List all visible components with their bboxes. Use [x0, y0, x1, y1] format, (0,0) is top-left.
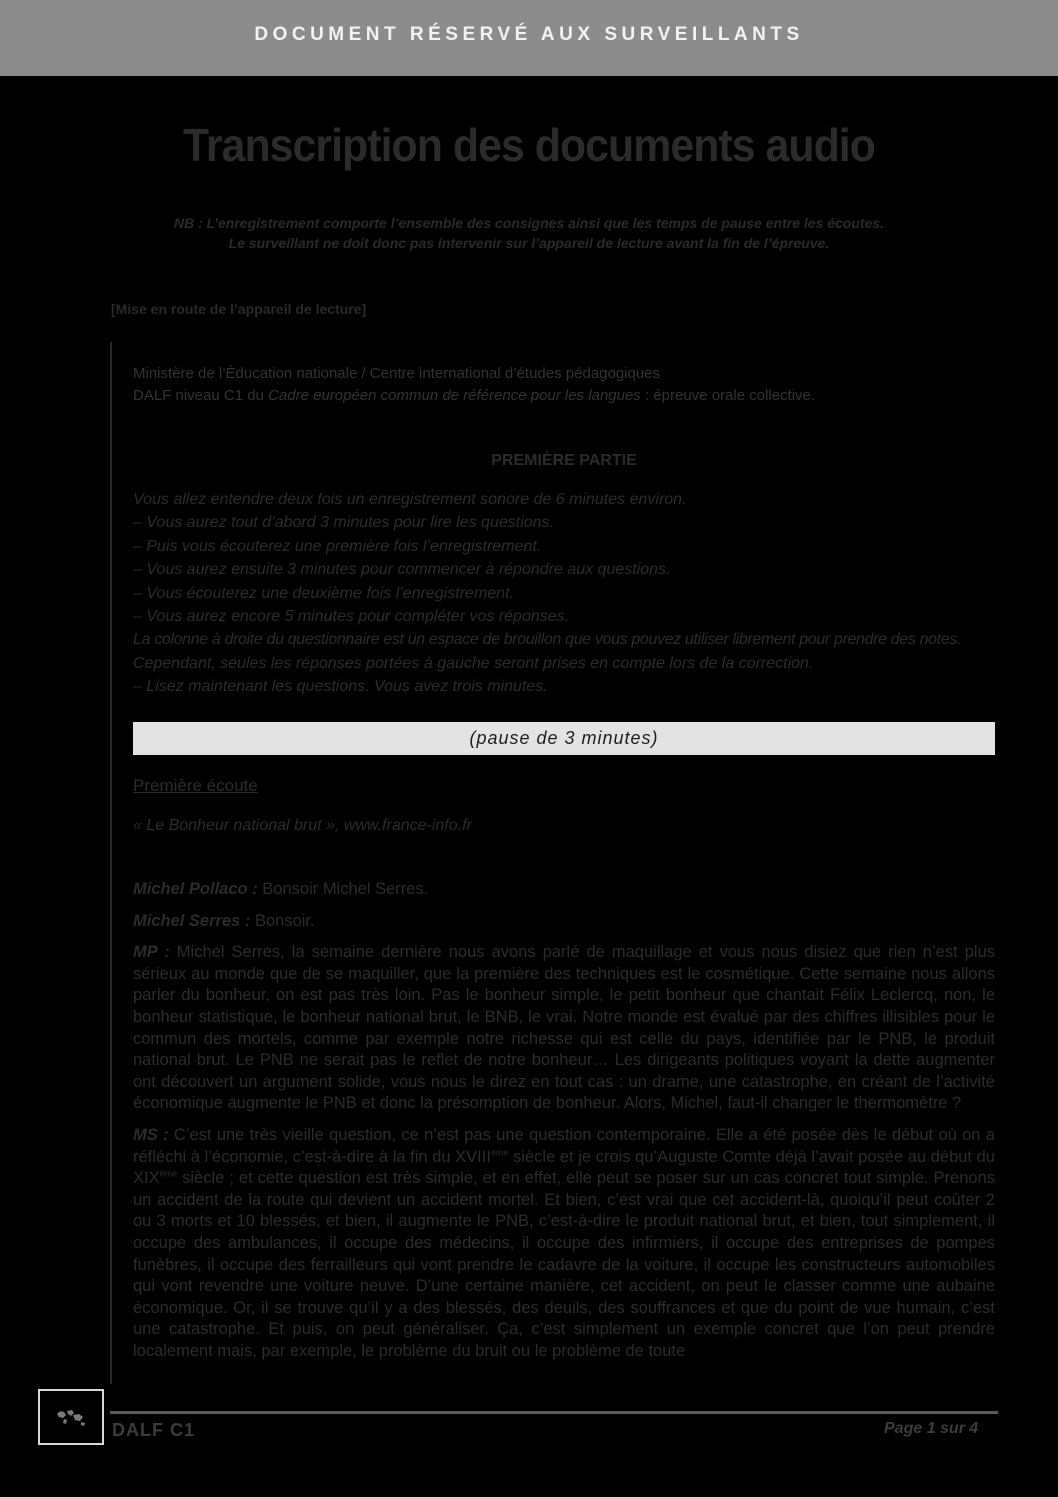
intro-line-2-prefix: DALF niveau C1 du: [133, 387, 269, 404]
speech: Michel Serres, la semaine dernière nous avons parlé de maquillage et vous nous disiez que rien n’est plus sérieux au monde que de se maquiller, que la première des techniques est le cosmétique. Cette semaine nous allons parler du bonheur, on est pas très loin. Pas le bonheur simple, le petit bonheur que chantait Félix Leclercq, non, le bonheur statistique, le bonheur national brut, le BNB, le vrai. Notre monde est évalué par des chiffres illisibles pour le commun des mortels, comme par exemple notre richesse qui est celle du pays, identifiée par le PNB, le produit national brut. Le PNB ne serait pas le reflet de notre bonheur… Les dirigeants politiques voyant la dette augmenter ont découvert un argument solide, vous nous le direz en tout cas : un drame, une catastrophe, en créant de l’activité économique augmente le PNB et donc la présomption de bonheur. Alors, Michel, faut-il changer le thermomètre ?: [133, 943, 996, 1113]
footer-exam-label: DALF C1: [112, 1420, 195, 1440]
left-rule: [110, 342, 112, 1384]
speaker: Michel Serres :: [133, 911, 251, 930]
page-number: Page 1 sur 4: [884, 1420, 979, 1437]
logo: [38, 1389, 104, 1445]
header-banner: [0, 0, 1058, 76]
part-title: PREMIÈRE PARTIE: [491, 452, 637, 469]
intro-line-2-suffix: : épreuve orale collective.: [640, 387, 816, 404]
instruction-line: Vous allez entendre deux fois un enregistrement sonore de 6 minutes environ.: [133, 491, 687, 508]
intro-block: [133, 363, 995, 407]
instruction-line: Cependant, seules les réponses portées à gauche seront prises en compte lors de la correction.: [133, 654, 814, 672]
banner-text: DOCUMENT RÉSERVÉ AUX SURVEILLANTS: [254, 24, 804, 45]
footer-rule: [110, 1411, 998, 1414]
intro-line-2: [133, 385, 995, 407]
speaker: MP :: [133, 943, 170, 962]
nb-line-2: Le surveillant ne doit donc pas intervenir sur l’appareil de lecture avant la fin de l’épreuve.: [228, 235, 830, 251]
instruction-line: – Vous aurez tout d’abord 3 minutes pour lire les questions.: [133, 514, 554, 532]
mise-en-route: [Mise en route de l’appareil de lecture]: [111, 301, 367, 317]
superscript: ème: [490, 1147, 509, 1158]
instruction-line: – Puis vous écouterez une première fois l’enregistrement.: [133, 537, 542, 555]
speech: siècle et je crois qu’Auguste Comte déjà l’avait posée au début du XIX: [133, 1147, 995, 1188]
speech: siècle ; et cette question est très simple, et en effet, elle peut se poser sur un cas concret tout simple. Prenons un accident de la route qui devient un accident mortel. Et bien, c’est vrai que cet accident-là, quoiqu’il peut coûter 2 ou 3 morts et 10 blessés, et bien, il augmente le PNB, c’est-à-dire le produit national brut, et bien, tout simplement, il occupe des ambulances, il occupe des médecins, il occupe des infirmiers, il occupe des entreprises de pompes funèbres, il occupe des ferrailleurs qui vont prendre le cadavre de la voiture, il occupe les constructeurs automobiles qui vont revendre une voiture neuve. D’une certaine manière, cet accident, on peut le classer comme une aubaine économique. Or, il se trouve qu’il y a des blessés, des deuils, des souffrances et que du point de vue humain, c’est une catastrophe. Et puis, on peut généraliser. Ça, c’est simplement un exemple concret que l’on peut prendre localement mais, par exemple, le problème du bruit ou le problème de toute: [133, 1169, 995, 1360]
instruction-line: La colonne à droite du questionnaire est un espace de brouillon que vous pouvez utiliser librement pour prendre des notes.: [133, 631, 962, 649]
instructions: [133, 488, 995, 699]
instruction-line: – Vous aurez encore 5 minutes pour compléter vos réponses.: [133, 608, 570, 626]
dialogue-paragraph: [133, 1125, 995, 1363]
intro-line-1: Ministère de l’Éducation nationale / Centre international d’études pédagogiques: [133, 365, 661, 382]
page-title: Transcription des documents audio: [183, 119, 875, 171]
pause-text: (pause de 3 minutes): [469, 728, 659, 748]
speech: Bonsoir Michel Serres.: [257, 880, 429, 898]
globe-icon: [54, 1406, 88, 1428]
nb-note: [0, 213, 1058, 253]
superscript: ème: [159, 1168, 178, 1179]
intro-line-2-italic: Cadre européen commun de référence pour les langues: [268, 387, 641, 404]
instruction-line: – Vous écouterez une deuxième fois l’enregistrement.: [133, 584, 514, 602]
speech: C’est une très vieille question, ce n’est pas une question contemporaine. Elle a été posée dès le début où on a réfléchi à l’économie, c’est-à-dire à la fin du XVIII: [133, 1125, 995, 1166]
instruction-line: – Vous aurez ensuite 3 minutes pour commencer à répondre aux questions.: [133, 561, 671, 579]
dialogue-paragraph: [133, 879, 995, 901]
dialogue-paragraph: [133, 942, 995, 1115]
dialogue: [133, 879, 995, 1372]
speech: Bonsoir.: [250, 911, 315, 930]
dialogue-paragraph: [133, 911, 995, 933]
instruction-line: – Lisez maintenant les questions. Vous avez trois minutes.: [133, 678, 548, 696]
nb-line-1: NB : L’enregistrement comporte l’ensemble des consignes ainsi que les temps de pause entre les écoutes.: [173, 215, 885, 231]
speaker: Michel Pollaco :: [133, 880, 258, 898]
speaker: MS :: [133, 1125, 169, 1144]
ecoute-heading: Première écoute: [133, 776, 258, 795]
pause-bar: [133, 722, 995, 755]
source-line: « Le Bonheur national brut », www.france-info.fr: [133, 817, 472, 834]
